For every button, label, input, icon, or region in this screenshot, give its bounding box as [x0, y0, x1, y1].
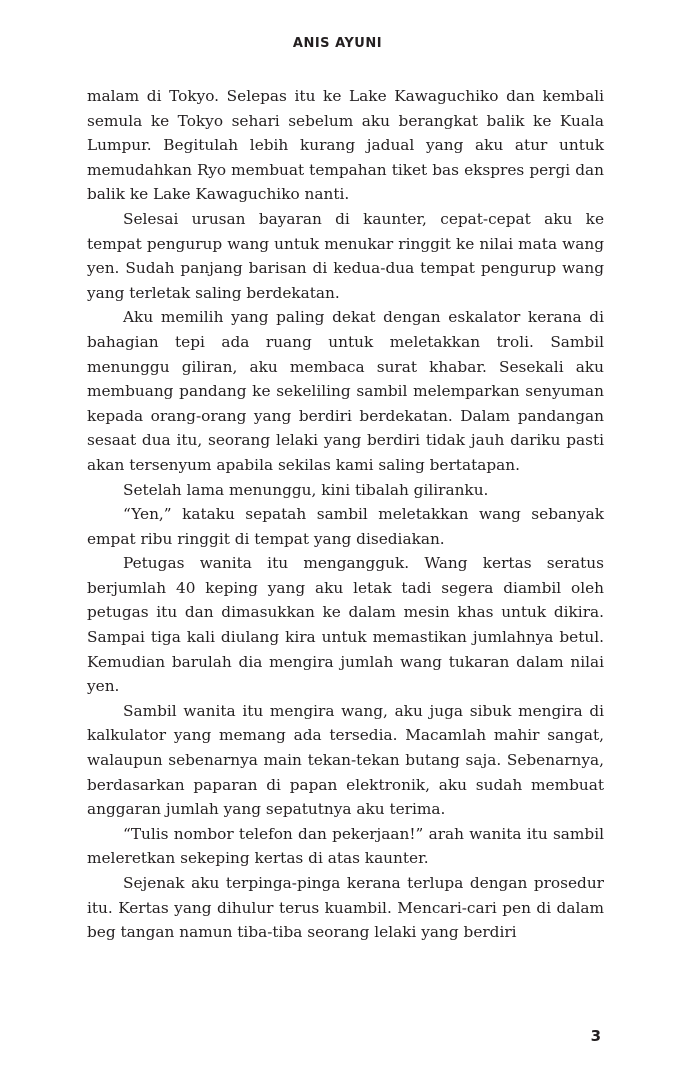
- paragraph: Sambil wanita itu mengira wang, aku juga sibuk mengira di kalkulator yang memang ada tersedia. Macamlah mahir sangat, walaupun sebenarnya main tekan-tekan butang saja. Sebenarnya, berdasarkan paparan di papan elektronik, aku sudah membuat anggaran jumlah yang sepatutnya aku terima.: [87, 701, 604, 819]
- paragraph: “Yen,” kataku sepatah sambil meletakkan wang sebanyak empat ribu ringgit di tempat yang disediakan.: [87, 505, 604, 548]
- running-head: ANIS AYUNI: [292, 36, 383, 51]
- paragraph: Selesai urusan bayaran di kaunter, cepat-cepat aku ke tempat pengurup wang untuk menukar ringgit ke nilai mata wang yen. Sudah panjang barisan di kedua-dua tempat pengurup wang yang terletak saling berdekatan.: [87, 209, 604, 302]
- paragraph: Setelah lama menunggu, kini tibalah giliranku.: [123, 480, 489, 499]
- page-number: 3: [590, 1027, 601, 1045]
- paragraph: Petugas wanita itu mengangguk. Wang kertas seratus berjumlah 40 keping yang aku letak tadi segera diambil oleh petugas itu dan dimasukkan ke dalam mesin khas untuk dikira. Sampai tiga kali diulang kira untuk memastikan jumlahnya betul. Kemudian barulah dia mengira jumlah wang tukaran dalam nilai yen.: [87, 554, 604, 696]
- paragraph: Sejenak aku terpinga-pinga kerana terlupa dengan prosedur itu. Kertas yang dihulur terus kuambil. Mencari-cari pen di dalam beg tangan namun tiba-tiba seorang lelaki yang berdiri: [87, 874, 604, 942]
- paragraph: malam di Tokyo. Selepas itu ke Lake Kawaguchiko dan kembali semula ke Tokyo sehari sebelum aku berangkat balik ke Kuala Lumpur. Begitulah lebih kurang jadual yang aku atur untuk memudahkan Ryo membuat tempahan tiket bas ekspres pergi dan balik ke Lake Kawaguchiko nanti.: [87, 87, 604, 204]
- body-text: [87, 84, 604, 945]
- paragraph: “Tulis nombor telefon dan pekerjaan!” arah wanita itu sambil meleretkan sekeping kertas di atas kaunter.: [87, 824, 604, 868]
- paragraph: Aku memilih yang paling dekat dengan eskalator kerana di bahagian tepi ada ruang untuk meletakkan troli. Sambil menunggu giliran, aku membaca surat khabar. Sesekali aku membuang pandang ke sekeliling sambil melemparkan senyuman kepada orang-orang yang berdiri berdekatan. Dalam pandangan sesaat dua itu, seorang lelaki yang berdiri tidak jauh dariku pasti akan tersenyum apabila sekilas kami saling bertatapan.: [87, 308, 604, 474]
